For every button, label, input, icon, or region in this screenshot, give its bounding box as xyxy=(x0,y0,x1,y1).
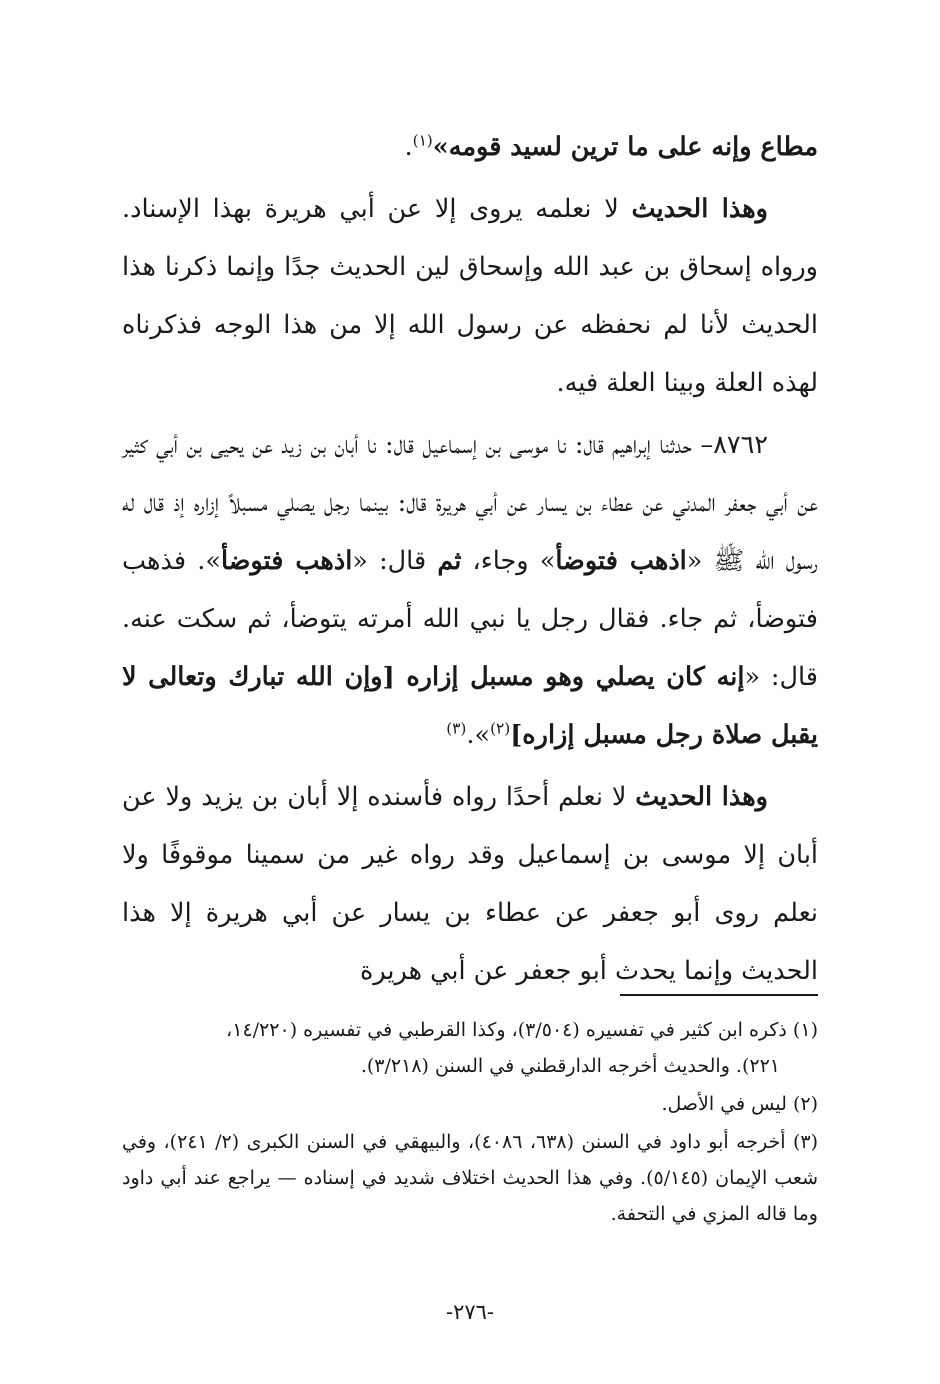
period: . xyxy=(404,132,413,162)
hadith-8762 xyxy=(122,416,818,764)
quote-continuation: مطاع وإنه على ما ترين لسيد قومه» xyxy=(432,132,818,162)
footnotes xyxy=(122,1012,818,1234)
footnote-separator xyxy=(620,994,818,996)
hadith-bold-2: ثم xyxy=(437,546,462,576)
paragraph-4 xyxy=(122,768,818,1000)
footnote-3 xyxy=(122,1124,818,1232)
paragraph-2-lead: وهذا الحديث xyxy=(631,194,768,224)
paragraph-2 xyxy=(122,180,818,412)
paragraph-4-lead: وهذا الحديث xyxy=(635,782,768,812)
footnote-ref-3: (٣) xyxy=(446,719,467,738)
footnote-ref-1: (١) xyxy=(412,131,433,150)
hadith-text-1: ٨٧٦٢– حدثنا إبراهيم قال: نا موسى بن إسماعيل قال: نا أبان بن زيد عن يحيى بن أبي كثير عن أبي جعفر المدني عن عطاء بن يسار عن أبي هريرة قال: بينما رجل يصلي مسبلاً إزاره إذ قال له رسول الله ﷺ « xyxy=(122,430,818,576)
footnote-2-line-1: (٢) ليس في الأصل. xyxy=(661,1093,818,1115)
hadith-bold-1: اذهب فتوضأ xyxy=(555,546,687,576)
hadith-text-5: ». xyxy=(466,720,491,750)
footnote-1-line-1: (١) ذكره ابن كثير في تفسيره (٣/٥٠٤)، وكذا القرطبي في تفسيره (١٤/٢٢٠، xyxy=(226,1019,818,1041)
hadith-bold-3: اذهب فتوضأ xyxy=(220,546,353,576)
hadith-bold-4: إنه كان يصلي وهو مسبل إزاره [وإن الله تبارك وتعالى لا يقبل صلاة رجل مسبل إزاره] xyxy=(122,662,818,750)
page-number: -٢٧٦- xyxy=(445,1300,495,1324)
hadith-text-2: » وجاء، xyxy=(461,546,556,576)
paragraph-2-text: لا نعلمه يروى إلا عن أبي هريرة بهذا الإسناد. ورواه إسحاق بن عبد الله وإسحاق لين الحديث جدًا وإنما ذكرنا هذا الحديث لأنا لم نحفظه عن رسول الله إلا من هذا الوجه فذكرناه لهذه العلة وبينا العلة فيه. xyxy=(122,194,818,398)
footnote-2 xyxy=(122,1086,818,1122)
hadith-text-4: ». فذهب فتوضأ، ثم جاء. فقال رجل يا نبي الله أمرته يتوضأ، ثم سكت عنه. قال: « xyxy=(122,546,818,692)
footnote-1-line-2: ٢٢١). والحديث أخرجه الدارقطني في السنن (٣/٢١٨). xyxy=(360,1055,780,1077)
footnote-3-line-1: (٣) أخرجه أبو داود في السنن (٦٣٨، ٤٠٨٦)، والبيهقي في السنن الكبرى (٢/ xyxy=(215,1131,818,1153)
hadith-text-3: قال: « xyxy=(352,546,438,576)
main-text xyxy=(122,118,818,1004)
footnote-ref-2: (٢) xyxy=(490,719,511,738)
footnote-3-line-2: ٢٤١)، وفي شعب الإيمان (٥/١٤٥). وفي هذا الحديث اختلاف شديد في إسناده — يراجع عند أبي داود وما قاله المزي في التحفة. xyxy=(122,1131,818,1225)
paragraph-4-text: لا نعلم أحدًا رواه فأسنده إلا أبان بن يزيد ولا عن أبان إلا موسى بن إسماعيل وقد رواه غير من سمينا موقوفًا ولا نعلم روى أبو جعفر عن عطاء بن يسار عن أبي هريرة إلا هذا الحديث وإنما يحدث أبو جعفر عن أبي هريرة xyxy=(122,782,818,986)
paragraph-1 xyxy=(122,118,818,176)
footnote-1 xyxy=(122,1012,818,1084)
